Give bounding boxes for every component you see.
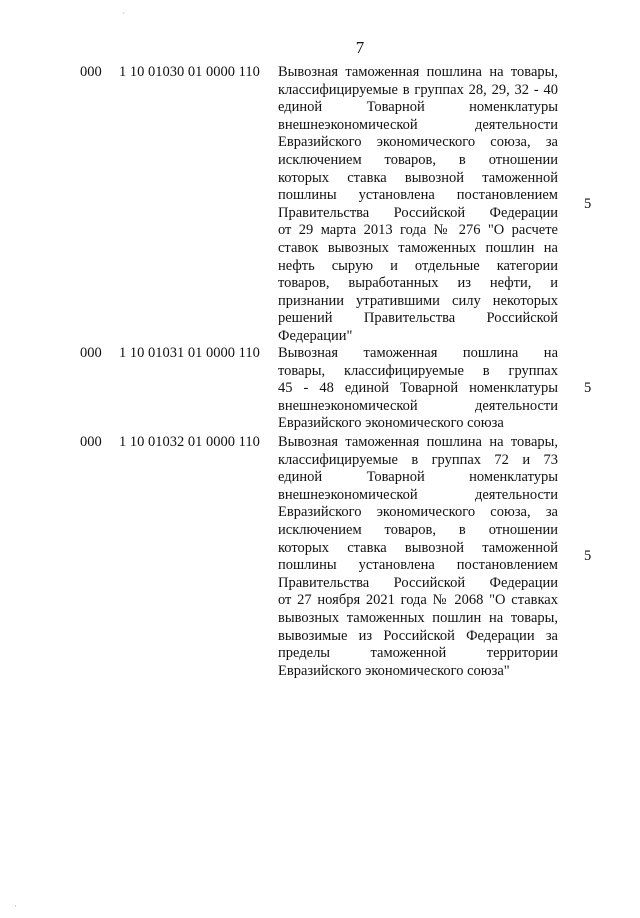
description-line: от 29 марта 2013 года № 276 "О расчете <box>278 222 558 239</box>
budget-classification-code: 1 10 01031 01 0000 110 <box>119 345 260 361</box>
description-line: пошлины установлена постановлением <box>278 187 558 204</box>
description-line: Евразийского экономического союза <box>278 415 504 432</box>
revenue-description <box>278 434 558 680</box>
description-line: нефть сырую и отдельные категории <box>278 257 558 274</box>
revenue-description <box>278 64 558 346</box>
description-line: вывозных таможенных пошлин на товары, <box>278 609 558 626</box>
scan-speck: ˊ <box>122 11 125 21</box>
description-line: Евразийского экономического союза, за <box>278 134 558 151</box>
description-line: Правительства Российской Федерации <box>278 204 558 221</box>
description-line: исключением товаров, в отношении <box>278 151 558 168</box>
description-line: исключением товаров, в отношении <box>278 521 558 538</box>
page-number: 7 <box>355 38 365 57</box>
description-line: товары, классифицируемые в группах <box>278 362 558 379</box>
description-line: Евразийского экономического союза, за <box>278 504 558 521</box>
description-line: вывозимые из Российской Федерации за <box>278 627 558 644</box>
budget-classification-code: 1 10 01030 01 0000 110 <box>119 64 260 80</box>
description-line: классифицируемые в группах 72 и 73 <box>278 451 558 468</box>
description-line: Вывозная таможенная пошлина на товары, <box>278 434 558 450</box>
description-line: Федерации" <box>278 327 353 344</box>
description-line: Правительства Российской Федерации <box>278 574 558 591</box>
description-line: которых ставка вывозной таможенной <box>278 169 558 186</box>
description-line: которых ставка вывозной таможенной <box>278 539 558 556</box>
admin-code: 000 <box>80 64 102 80</box>
revenue-description <box>278 345 558 433</box>
budget-classification-code: 1 10 01032 01 0000 110 <box>119 434 260 450</box>
description-line: внешнеэкономической деятельности <box>278 486 558 503</box>
description-line: Вывозная таможенная пошлина на <box>278 345 558 361</box>
admin-code: 000 <box>80 434 102 450</box>
description-line: единой Товарной номенклатуры <box>278 99 558 116</box>
standard-percent: 5 <box>584 380 592 396</box>
description-line: признании утратившими силу некоторых <box>278 292 558 309</box>
description-line: пошлины установлена постановлением <box>278 557 558 574</box>
description-line: товаров, выработанных из нефти, и <box>278 275 558 292</box>
description-line: единой Товарной номенклатуры <box>278 469 558 486</box>
description-line: пределы таможенной территории <box>278 645 558 662</box>
description-line: внешнеэкономической деятельности <box>278 116 558 133</box>
description-line: решений Правительства Российской <box>278 310 558 327</box>
standard-percent: 5 <box>584 196 592 212</box>
description-line: от 27 ноября 2021 года № 2068 "О ставках <box>278 592 558 609</box>
standard-percent: 5 <box>584 548 592 564</box>
description-line: внешнеэкономической деятельности <box>278 397 558 414</box>
description-line: 45 - 48 единой Товарной номенклатуры <box>278 380 558 397</box>
scan-speck: · <box>14 901 17 911</box>
description-line: классифицируемые в группах 28, 29, 32 - 40 <box>278 81 558 98</box>
admin-code: 000 <box>80 345 102 361</box>
description-line: Вывозная таможенная пошлина на товары, <box>278 64 558 80</box>
description-line: Евразийского экономического союза" <box>278 662 510 679</box>
description-line: ставок вывозных таможенных пошлин на <box>278 239 558 256</box>
